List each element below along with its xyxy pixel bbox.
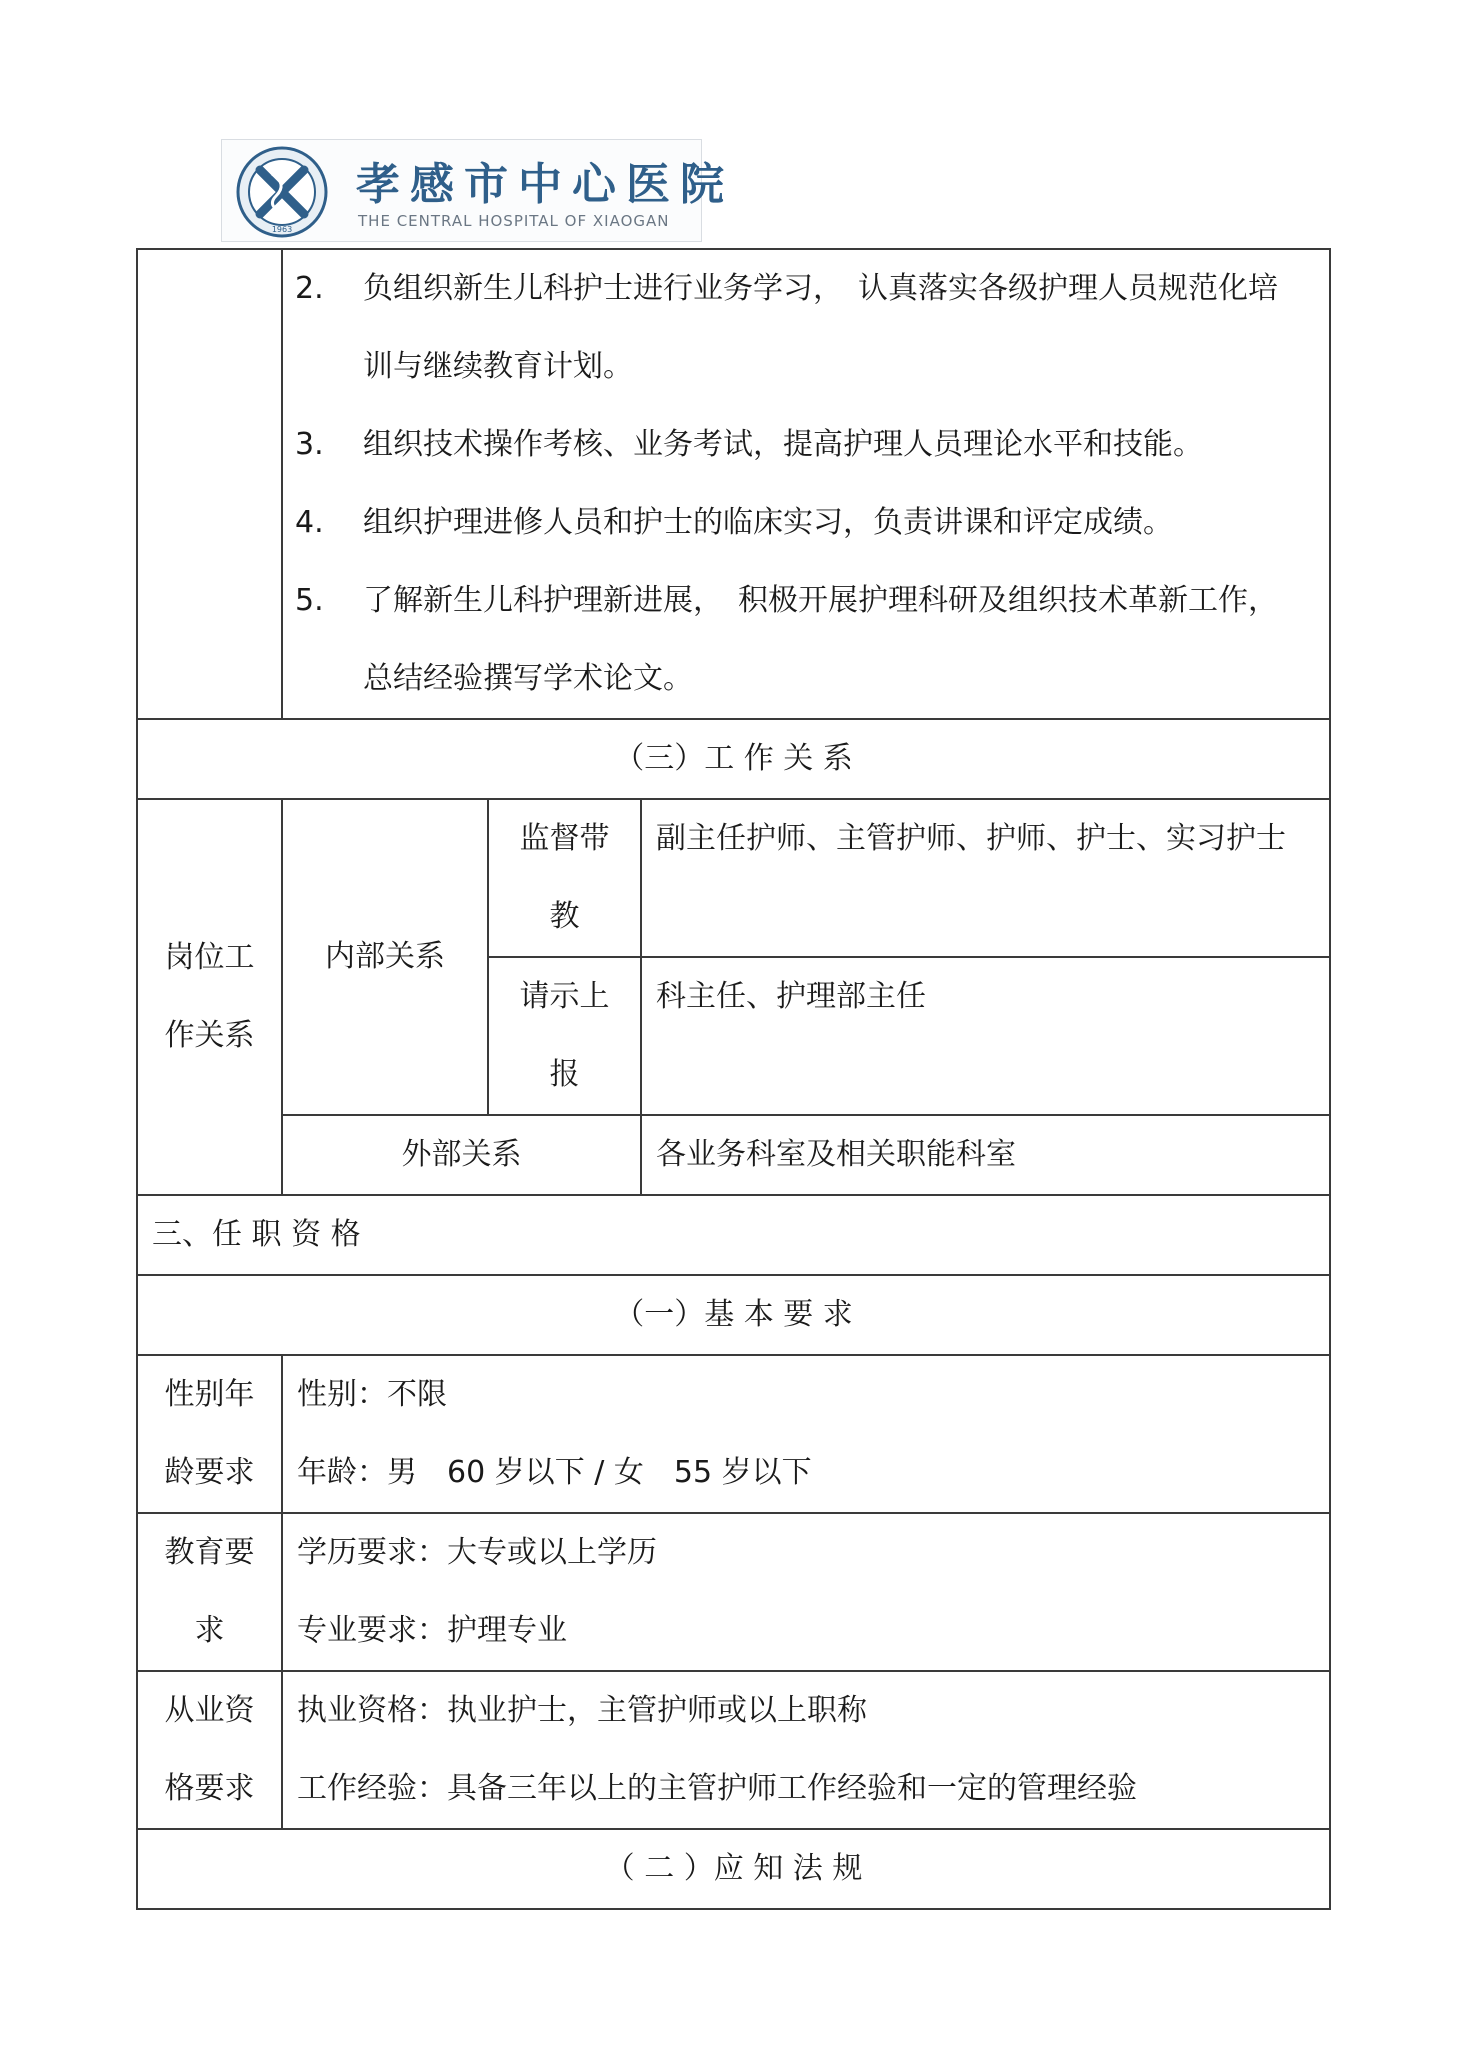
duty-item xyxy=(295,250,1299,406)
duties-list-cell xyxy=(282,249,1330,719)
duty-list xyxy=(283,250,1329,718)
duty-text: 组织护理进修人员和护士的临床实习，负责讲课和评定成绩。 xyxy=(363,505,1173,540)
requirement-label-text: 教育要求 xyxy=(164,1535,255,1648)
requirement-row xyxy=(137,1513,1330,1671)
work-relations-heading: （三）工 作 关 系 xyxy=(137,719,1330,799)
logo-name-cn: 孝感市中心医院 xyxy=(356,159,734,210)
requirement-value xyxy=(282,1355,1330,1513)
requirement-line: 专业要求：护理专业 xyxy=(297,1613,567,1648)
duty-item xyxy=(295,406,1299,484)
requirement-label-text: 从业资格要求 xyxy=(164,1693,255,1806)
svg-text:1963: 1963 xyxy=(271,225,293,234)
duty-number: 2. xyxy=(295,271,324,306)
work-relations-heading-row xyxy=(137,719,1330,799)
hospital-emblem-icon xyxy=(228,144,336,240)
duty-item xyxy=(295,562,1299,718)
supervise-row xyxy=(137,799,1330,957)
duty-number: 4. xyxy=(295,505,324,540)
duty-text: 了解新生儿科护理新进展， 积极开展护理科研及组织技术革新工作，总结经验撰写学术论文。 xyxy=(363,583,1278,696)
requirement-row xyxy=(137,1671,1330,1829)
report-value: 科主任、护理部主任 xyxy=(641,957,1330,1115)
external-relations-value: 各业务科室及相关职能科室 xyxy=(641,1115,1330,1195)
requirement-value xyxy=(282,1513,1330,1671)
duty-text: 组织技术操作考核、业务考试，提高护理人员理论水平和技能。 xyxy=(363,427,1203,462)
requirement-line: 学历要求：大专或以上学历 xyxy=(297,1535,657,1570)
hospital-logo xyxy=(221,139,734,242)
duty-text: 负组织新生儿科护士进行业务学习， 认真落实各级护理人员规范化培训与继续教育计划。 xyxy=(363,271,1278,384)
duties-row xyxy=(137,249,1330,719)
supervise-label xyxy=(488,799,641,957)
requirement-line: 性别：不限 xyxy=(297,1377,447,1412)
report-label-text: 请示上报 xyxy=(519,979,610,1092)
basic-requirements-heading: （一）基 本 要 求 xyxy=(137,1275,1330,1355)
report-label xyxy=(488,957,641,1115)
requirement-label-text: 性别年龄要求 xyxy=(164,1377,255,1490)
requirement-label xyxy=(137,1355,282,1513)
duty-number: 3. xyxy=(295,427,324,462)
requirement-label xyxy=(137,1671,282,1829)
qualifications-heading-row xyxy=(137,1195,1330,1275)
job-description-table xyxy=(136,248,1331,1910)
requirement-row xyxy=(137,1355,1330,1513)
requirement-label xyxy=(137,1513,282,1671)
external-row xyxy=(137,1115,1330,1195)
duty-item xyxy=(295,484,1299,562)
requirement-line: 执业资格：执业护士，主管护师或以上职称 xyxy=(297,1693,867,1728)
requirement-value xyxy=(282,1671,1330,1829)
internal-relations-label: 内部关系 xyxy=(282,799,488,1115)
duty-number: 5. xyxy=(295,583,324,618)
requirement-line: 工作经验：具备三年以上的主管护师工作经验和一定的管理经验 xyxy=(297,1771,1137,1806)
logo-name-en: THE CENTRAL HOSPITAL OF XIAOGAN xyxy=(358,212,670,230)
duties-label-cell xyxy=(137,249,282,719)
work-relations-label-text: 岗位工作关系 xyxy=(164,940,255,1053)
laws-heading: （ 二 ）应 知 法 规 xyxy=(137,1829,1330,1909)
requirement-line: 年龄：男 60 岁以下 / 女 55 岁以下 xyxy=(297,1455,812,1490)
qualifications-heading: 三、任 职 资 格 xyxy=(137,1195,1330,1275)
work-relations-label xyxy=(137,799,282,1195)
supervise-value: 副主任护师、主管护师、护师、护士、实习护士 xyxy=(641,799,1330,957)
laws-heading-row xyxy=(137,1829,1330,1909)
supervise-label-text: 监督带教 xyxy=(519,821,610,934)
basic-requirements-heading-row xyxy=(137,1275,1330,1355)
external-relations-label: 外部关系 xyxy=(282,1115,641,1195)
